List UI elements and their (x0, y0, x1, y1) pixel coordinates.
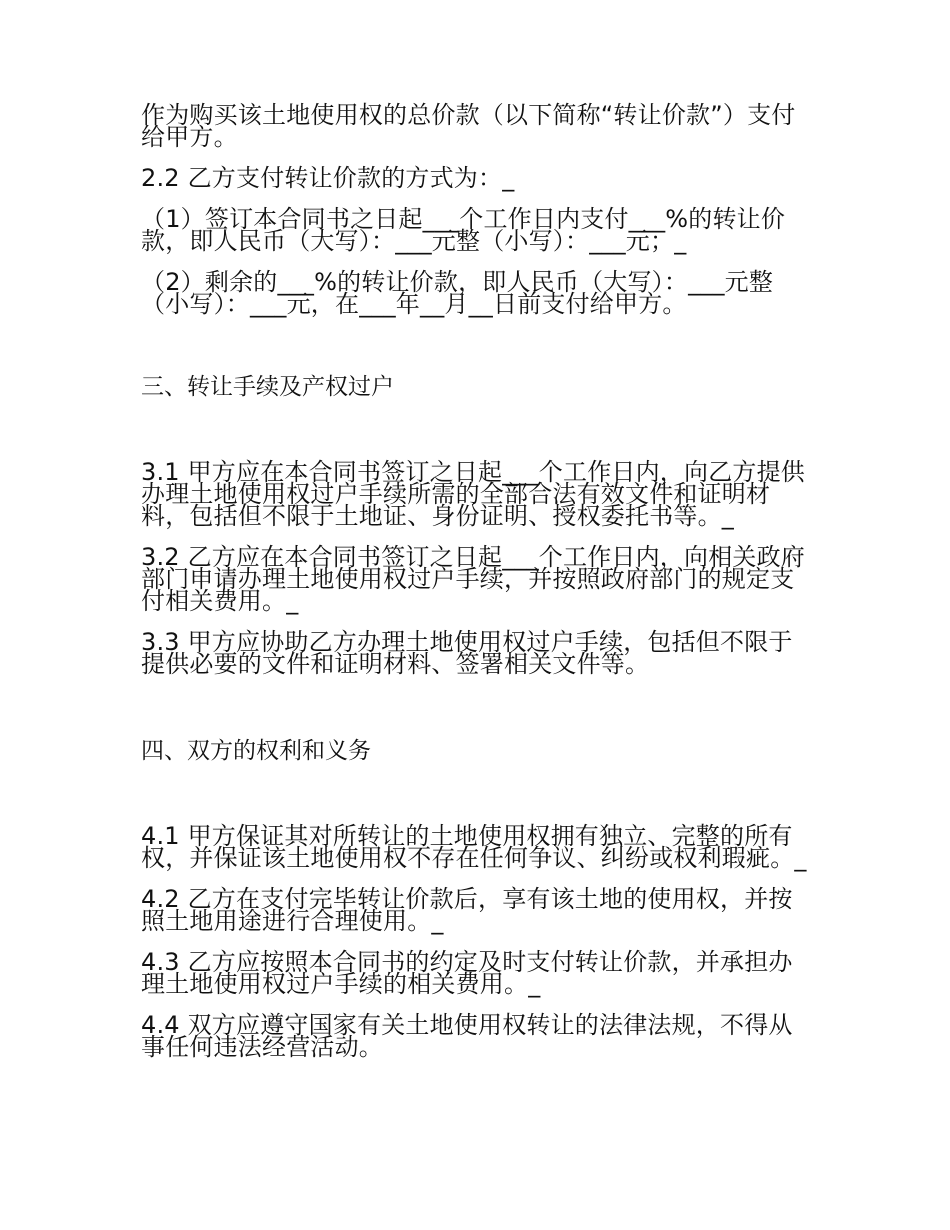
paragraph-3-1: 3.1 甲方应在本合同书签订之日起___个工作日内，向乙方提供办理土地使用权过户手续所需的全部合法有效文件和证明材料，包括但不限于土地证、身份证明、授权委托书等。_ (141, 458, 805, 530)
paragraph-4-4: 4.4 双方应遵守国家有关土地使用权转让的法律法规，不得从事任何违法经营活动。 (141, 1011, 793, 1061)
paragraph-4-2: 4.2 乙方在支付完毕转让价款后，享有该土地的使用权，并按照土地用途进行合理使用。_ (141, 885, 793, 935)
paragraph-3-2: 3.2 乙方应在本合同书签订之日起___个工作日内，向相关政府部门申请办理土地使用权过户手续，并按照政府部门的规定支付相关费用。_ (141, 543, 805, 615)
paragraph-2-2: 2.2 乙方支付转让价款的方式为：_ (141, 164, 515, 192)
paragraph-4-1: 4.1 甲方保证其对所转让的土地使用权拥有独立、完整的所有权，并保证该土地使用权不存在任何争议、纠纷或权利瑕疵。_ (141, 822, 807, 872)
paragraph-4-3: 4.3 乙方应按照本合同书的约定及时支付转让价款，并承担办理土地使用权过户手续的相关费用。_ (141, 948, 793, 998)
paragraph-2-2-2: （2）剩余的___%的转让价款，即人民币（大写）：___元整（小写）：___元，在___年__月__日前支付给甲方。 (141, 268, 774, 318)
section-heading-4: 四、双方的权利和义务 (141, 738, 371, 764)
paragraph-intro: 作为购买该土地使用权的总价款（以下简称“转让价款”）支付给甲方。 (141, 101, 796, 151)
paragraph-3-3: 3.3 甲方应协助乙方办理土地使用权过户手续，包括但不限于提供必要的文件和证明材料、签署相关文件等。 (141, 628, 793, 678)
document-page (141, 101, 811, 1061)
paragraph-2-2-1: （1）签订本合同书之日起___个工作日内支付___%的转让价款，即人民币（大写）：___元整（小写）：___元；_ (141, 205, 786, 255)
section-heading-3: 三、转让手续及产权过户 (141, 374, 394, 400)
